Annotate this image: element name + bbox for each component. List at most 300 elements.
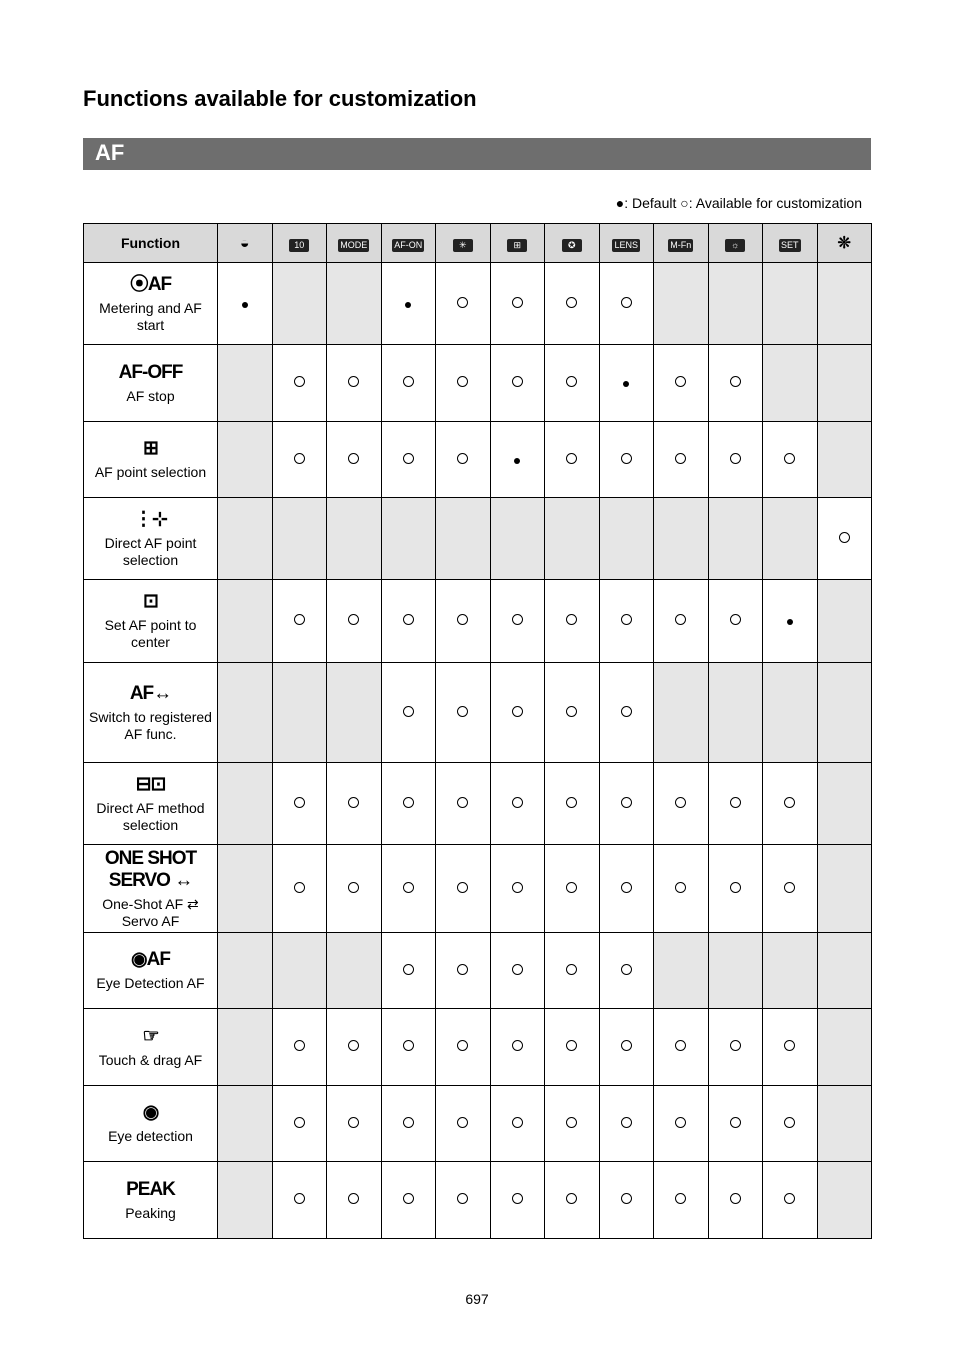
- available-cell: [381, 763, 436, 845]
- available-cell: [599, 580, 654, 663]
- switch-to-registered-af-func-icon: AF↔: [129, 682, 172, 704]
- page-heading: Functions available for customization: [83, 86, 477, 111]
- available-mark-icon: [621, 882, 632, 893]
- available-mark-icon: [348, 882, 359, 893]
- available-mark-icon: [457, 706, 468, 717]
- available-cell: [327, 345, 382, 422]
- available-mark-icon: [512, 1117, 523, 1128]
- function-cell: [84, 933, 218, 1009]
- available-mark-icon: [730, 1193, 741, 1204]
- available-cell: [272, 845, 327, 933]
- available-cell: [763, 1162, 818, 1239]
- function-label: Set AF point to center: [104, 617, 197, 650]
- available-cell: [654, 1086, 709, 1162]
- table-row-direct-af-point-selection: [84, 498, 872, 580]
- illumination-button-icon: ☼: [725, 239, 745, 252]
- available-cell: [490, 345, 545, 422]
- column-header-dial-button-icon: [545, 224, 600, 263]
- unavailable-cell: [218, 933, 273, 1009]
- available-mark-icon: [403, 376, 414, 387]
- available-mark-icon: [348, 453, 359, 464]
- default-mark-icon: [623, 381, 629, 387]
- set-button-icon: SET: [780, 239, 799, 250]
- unavailable-cell: [654, 933, 709, 1009]
- available-cell: [381, 422, 436, 498]
- shutter-button-icon: ◒: [239, 234, 250, 252]
- unavailable-cell: [272, 933, 327, 1009]
- available-cell: [272, 422, 327, 498]
- available-mark-icon: [675, 797, 686, 808]
- function-cell: [84, 845, 218, 933]
- available-cell: [599, 263, 654, 345]
- unavailable-cell: [218, 1162, 273, 1239]
- available-cell: [327, 1162, 382, 1239]
- available-cell: [763, 1009, 818, 1086]
- available-mark-icon: [403, 882, 414, 893]
- available-cell: [490, 663, 545, 763]
- available-mark-icon: [457, 297, 468, 308]
- unavailable-cell: [654, 663, 709, 763]
- default-cell: [218, 263, 273, 345]
- available-mark-icon: [566, 614, 577, 625]
- column-header-set-button-icon: [763, 224, 818, 263]
- available-cell: [436, 345, 491, 422]
- function-column-header: Function: [84, 224, 218, 263]
- available-cell: [327, 845, 382, 933]
- available-mark-icon: [675, 453, 686, 464]
- available-cell: [708, 763, 763, 845]
- unavailable-cell: [327, 663, 382, 763]
- unavailable-cell: [817, 263, 872, 345]
- available-cell: [381, 1086, 436, 1162]
- available-mark-icon: [730, 614, 741, 625]
- unavailable-cell: [708, 663, 763, 763]
- column-header-multi-controller-icon: [817, 224, 872, 263]
- eye-detection-icon: ◉: [142, 1102, 159, 1123]
- unavailable-cell: [545, 498, 600, 580]
- available-mark-icon: [784, 453, 795, 464]
- unavailable-cell: [490, 498, 545, 580]
- unavailable-cell: [817, 422, 872, 498]
- function-label: AF point selection: [94, 464, 207, 480]
- multi-controller-icon: ❊: [837, 234, 851, 252]
- available-mark-icon: [784, 797, 795, 808]
- available-cell: [545, 1086, 600, 1162]
- available-mark-icon: [512, 882, 523, 893]
- available-mark-icon: [457, 1040, 468, 1051]
- available-mark-icon: [403, 706, 414, 717]
- available-cell: [763, 1086, 818, 1162]
- column-header-illumination-button-icon: [708, 224, 763, 263]
- available-mark-icon: [403, 964, 414, 975]
- table-row-touch-and-drag-af: [84, 1009, 872, 1086]
- unavailable-cell: [817, 1086, 872, 1162]
- unavailable-cell: [218, 763, 273, 845]
- dial-button-icon: ✪: [562, 239, 582, 252]
- table-row-eye-detection-af: [84, 933, 872, 1009]
- available-cell: [490, 845, 545, 933]
- column-header-af-on-button-icon: [381, 224, 436, 263]
- unavailable-cell: [218, 663, 273, 763]
- available-cell: [654, 845, 709, 933]
- af-on-button-icon: AF-ON: [394, 239, 423, 250]
- unavailable-cell: [817, 663, 872, 763]
- set-af-point-to-center-icon: ⊡: [143, 591, 158, 612]
- unavailable-cell: [599, 498, 654, 580]
- default-mark-icon: [242, 302, 248, 308]
- available-mark-icon: [403, 1193, 414, 1204]
- function-cell: [84, 580, 218, 663]
- available-mark-icon: [566, 1117, 577, 1128]
- m-fn-10-button-icon: 10: [289, 239, 309, 252]
- available-mark-icon: [457, 453, 468, 464]
- available-cell: [545, 580, 600, 663]
- available-cell: [381, 345, 436, 422]
- available-mark-icon: [457, 1117, 468, 1128]
- function-cell: [84, 1086, 218, 1162]
- available-mark-icon: [457, 614, 468, 625]
- function-cell: [84, 263, 218, 345]
- unavailable-cell: [218, 845, 273, 933]
- unavailable-cell: [708, 263, 763, 345]
- available-cell: [327, 1009, 382, 1086]
- unavailable-cell: [218, 345, 273, 422]
- available-mark-icon: [675, 1193, 686, 1204]
- available-cell: [545, 345, 600, 422]
- available-mark-icon: [512, 964, 523, 975]
- available-cell: [436, 763, 491, 845]
- available-cell: [381, 1162, 436, 1239]
- available-mark-icon: [621, 797, 632, 808]
- available-cell: [272, 1086, 327, 1162]
- available-cell: [490, 263, 545, 345]
- available-mark-icon: [621, 706, 632, 717]
- available-cell: [545, 1009, 600, 1086]
- available-mark-icon: [621, 297, 632, 308]
- function-label: Peaking: [125, 1204, 176, 1221]
- available-mark-icon: [566, 1193, 577, 1204]
- available-cell: [327, 422, 382, 498]
- available-mark-icon: [457, 376, 468, 387]
- column-header-af-point-selection-button-icon: [490, 224, 545, 263]
- function-label: Switch to registered AF func.: [89, 708, 212, 742]
- function-label: Eye detection: [108, 1128, 193, 1144]
- available-mark-icon: [403, 614, 414, 625]
- unavailable-cell: [763, 663, 818, 763]
- available-cell: [599, 1162, 654, 1239]
- unavailable-cell: [654, 263, 709, 345]
- available-cell: [272, 1162, 327, 1239]
- available-cell: [272, 763, 327, 845]
- available-mark-icon: [839, 532, 850, 543]
- default-cell: [490, 422, 545, 498]
- available-mark-icon: [566, 882, 577, 893]
- unavailable-cell: [763, 498, 818, 580]
- available-cell: [436, 422, 491, 498]
- available-cell: [490, 1086, 545, 1162]
- available-mark-icon: [621, 1040, 632, 1051]
- available-cell: [272, 345, 327, 422]
- available-mark-icon: [403, 1117, 414, 1128]
- available-cell: [545, 1162, 600, 1239]
- function-label: Direct AF method selection: [96, 799, 205, 833]
- available-cell: [490, 1162, 545, 1239]
- available-mark-icon: [457, 882, 468, 893]
- table-row-metering-and-af-start: [84, 263, 872, 345]
- available-cell: [436, 263, 491, 345]
- default-mark-icon: [514, 458, 520, 464]
- available-mark-icon: [512, 1193, 523, 1204]
- available-mark-icon: [621, 1193, 632, 1204]
- available-cell: [381, 663, 436, 763]
- unavailable-cell: [327, 498, 382, 580]
- function-label: Eye Detection AF: [96, 975, 205, 991]
- direct-af-method-selection-icon: ⊟⊡: [135, 773, 166, 795]
- unavailable-cell: [817, 345, 872, 422]
- available-cell: [708, 422, 763, 498]
- available-cell: [272, 580, 327, 663]
- available-cell: [327, 1086, 382, 1162]
- available-mark-icon: [512, 1040, 523, 1051]
- unavailable-cell: [381, 498, 436, 580]
- available-cell: [708, 1162, 763, 1239]
- table-row-peaking: [84, 1162, 872, 1239]
- unavailable-cell: [763, 263, 818, 345]
- available-mark-icon: [621, 453, 632, 464]
- unavailable-cell: [708, 933, 763, 1009]
- available-cell: [599, 1009, 654, 1086]
- table-row-direct-af-method-selection: [84, 763, 872, 845]
- available-mark-icon: [675, 376, 686, 387]
- default-mark-icon: [787, 619, 793, 625]
- column-header-lens-button-icon: [599, 224, 654, 263]
- available-cell: [817, 498, 872, 580]
- available-cell: [654, 1009, 709, 1086]
- available-mark-icon: [294, 1193, 305, 1204]
- column-header-shutter-button-icon: [218, 224, 273, 263]
- available-mark-icon: [348, 1040, 359, 1051]
- available-cell: [708, 345, 763, 422]
- unavailable-cell: [218, 1086, 273, 1162]
- unavailable-cell: [218, 498, 273, 580]
- available-cell: [381, 580, 436, 663]
- available-cell: [490, 763, 545, 845]
- available-cell: [490, 580, 545, 663]
- function-cell: [84, 498, 218, 580]
- unavailable-cell: [763, 933, 818, 1009]
- available-mark-icon: [730, 1117, 741, 1128]
- available-mark-icon: [294, 1117, 305, 1128]
- available-mark-icon: [348, 1117, 359, 1128]
- available-mark-icon: [675, 1117, 686, 1128]
- available-mark-icon: [348, 614, 359, 625]
- direct-af-point-selection-icon: ⋮⊹: [134, 508, 167, 530]
- unavailable-cell: [817, 933, 872, 1009]
- unavailable-cell: [272, 498, 327, 580]
- column-header-ae-lock-button-icon: [436, 224, 491, 263]
- function-label: Metering and AF start: [99, 299, 202, 333]
- unavailable-cell: [817, 1162, 872, 1239]
- mode-button-icon: MODE: [340, 239, 368, 250]
- available-mark-icon: [348, 376, 359, 387]
- unavailable-cell: [327, 933, 382, 1009]
- unavailable-cell: [272, 663, 327, 763]
- eye-detection-af-icon: ◉AF: [131, 949, 170, 970]
- unavailable-cell: [817, 580, 872, 663]
- peaking-icon: PEAK: [126, 1178, 175, 1200]
- touch-and-drag-af-icon: ☞: [142, 1025, 159, 1047]
- unavailable-cell: [708, 498, 763, 580]
- function-cell: [84, 663, 218, 763]
- available-mark-icon: [512, 297, 523, 308]
- available-cell: [708, 1009, 763, 1086]
- table-row-eye-detection: [84, 1086, 872, 1162]
- available-mark-icon: [566, 964, 577, 975]
- available-mark-icon: [294, 614, 305, 625]
- available-mark-icon: [294, 882, 305, 893]
- available-cell: [545, 845, 600, 933]
- function-label: Touch & drag AF: [98, 1051, 203, 1068]
- available-mark-icon: [566, 706, 577, 717]
- available-cell: [327, 580, 382, 663]
- available-mark-icon: [675, 1040, 686, 1051]
- available-mark-icon: [730, 453, 741, 464]
- unavailable-cell: [218, 580, 273, 663]
- lens-button-icon: LENS: [614, 239, 638, 250]
- available-cell: [490, 933, 545, 1009]
- available-cell: [327, 763, 382, 845]
- available-mark-icon: [730, 882, 741, 893]
- af-point-selection-button-icon: ⊞: [507, 239, 527, 252]
- available-cell: [545, 422, 600, 498]
- available-mark-icon: [294, 797, 305, 808]
- available-mark-icon: [730, 376, 741, 387]
- unavailable-cell: [218, 1009, 273, 1086]
- table-row-af-point-selection: [84, 422, 872, 498]
- af-stop-icon: AF-OFF: [118, 361, 183, 383]
- available-mark-icon: [621, 614, 632, 625]
- function-cell: [84, 422, 218, 498]
- function-cell: [84, 1162, 218, 1239]
- available-mark-icon: [348, 1193, 359, 1204]
- available-cell: [381, 933, 436, 1009]
- available-mark-icon: [457, 1193, 468, 1204]
- unavailable-cell: [327, 263, 382, 345]
- available-cell: [654, 345, 709, 422]
- unavailable-cell: [763, 345, 818, 422]
- section-bar-af: AF: [83, 138, 871, 170]
- available-mark-icon: [675, 882, 686, 893]
- available-cell: [599, 933, 654, 1009]
- available-cell: [654, 422, 709, 498]
- unavailable-cell: [817, 1009, 872, 1086]
- available-cell: [545, 663, 600, 763]
- column-header-mode-button-icon: [327, 224, 382, 263]
- available-mark-icon: [730, 797, 741, 808]
- available-cell: [599, 422, 654, 498]
- function-table: [83, 223, 872, 1239]
- available-cell: [545, 263, 600, 345]
- unavailable-cell: [436, 498, 491, 580]
- available-mark-icon: [566, 297, 577, 308]
- unavailable-cell: [817, 763, 872, 845]
- available-mark-icon: [784, 1117, 795, 1128]
- available-cell: [436, 580, 491, 663]
- available-cell: [545, 933, 600, 1009]
- page-number: 697: [465, 1291, 489, 1307]
- available-cell: [599, 763, 654, 845]
- available-cell: [436, 1162, 491, 1239]
- available-mark-icon: [784, 1040, 795, 1051]
- available-cell: [763, 845, 818, 933]
- available-cell: [436, 1086, 491, 1162]
- column-header-m-fn-button-icon: [654, 224, 709, 263]
- default-cell: [599, 345, 654, 422]
- available-mark-icon: [566, 1040, 577, 1051]
- available-cell: [654, 580, 709, 663]
- available-cell: [490, 1009, 545, 1086]
- available-cell: [654, 763, 709, 845]
- function-label: AF stop: [126, 387, 175, 404]
- available-mark-icon: [403, 1040, 414, 1051]
- table-row-one-shot-af-servo-af: [84, 845, 872, 933]
- available-cell: [708, 845, 763, 933]
- column-header-m-fn-10-button-icon: [272, 224, 327, 263]
- available-mark-icon: [675, 614, 686, 625]
- unavailable-cell: [272, 263, 327, 345]
- metering-and-af-start-icon: ⦿AF: [129, 273, 172, 295]
- available-cell: [763, 422, 818, 498]
- available-cell: [599, 845, 654, 933]
- available-mark-icon: [621, 1117, 632, 1128]
- available-cell: [436, 845, 491, 933]
- available-mark-icon: [294, 453, 305, 464]
- available-mark-icon: [784, 882, 795, 893]
- one-shot-af-servo-af-icon: ONE SHOT SERVO ↔: [104, 847, 197, 891]
- unavailable-cell: [817, 845, 872, 933]
- available-cell: [272, 1009, 327, 1086]
- default-cell: [381, 263, 436, 345]
- default-cell: [763, 580, 818, 663]
- available-cell: [381, 845, 436, 933]
- available-cell: [654, 1162, 709, 1239]
- available-mark-icon: [566, 453, 577, 464]
- function-label: Direct AF point selection: [104, 534, 197, 568]
- available-mark-icon: [457, 964, 468, 975]
- legend-text: ●: Default ○: Available for customization: [615, 195, 862, 211]
- ae-lock-button-icon: ✳: [453, 239, 473, 252]
- available-cell: [381, 1009, 436, 1086]
- function-cell: [84, 1009, 218, 1086]
- available-mark-icon: [457, 797, 468, 808]
- available-mark-icon: [403, 797, 414, 808]
- available-cell: [599, 663, 654, 763]
- function-cell: [84, 345, 218, 422]
- available-cell: [436, 663, 491, 763]
- available-mark-icon: [621, 964, 632, 975]
- available-cell: [436, 1009, 491, 1086]
- available-mark-icon: [566, 376, 577, 387]
- available-mark-icon: [512, 797, 523, 808]
- available-cell: [599, 1086, 654, 1162]
- unavailable-cell: [218, 422, 273, 498]
- available-cell: [545, 763, 600, 845]
- table-row-switch-to-registered-af-func: [84, 663, 872, 763]
- available-mark-icon: [784, 1193, 795, 1204]
- available-cell: [708, 1086, 763, 1162]
- default-mark-icon: [405, 302, 411, 308]
- table-row-set-af-point-to-center: [84, 580, 872, 663]
